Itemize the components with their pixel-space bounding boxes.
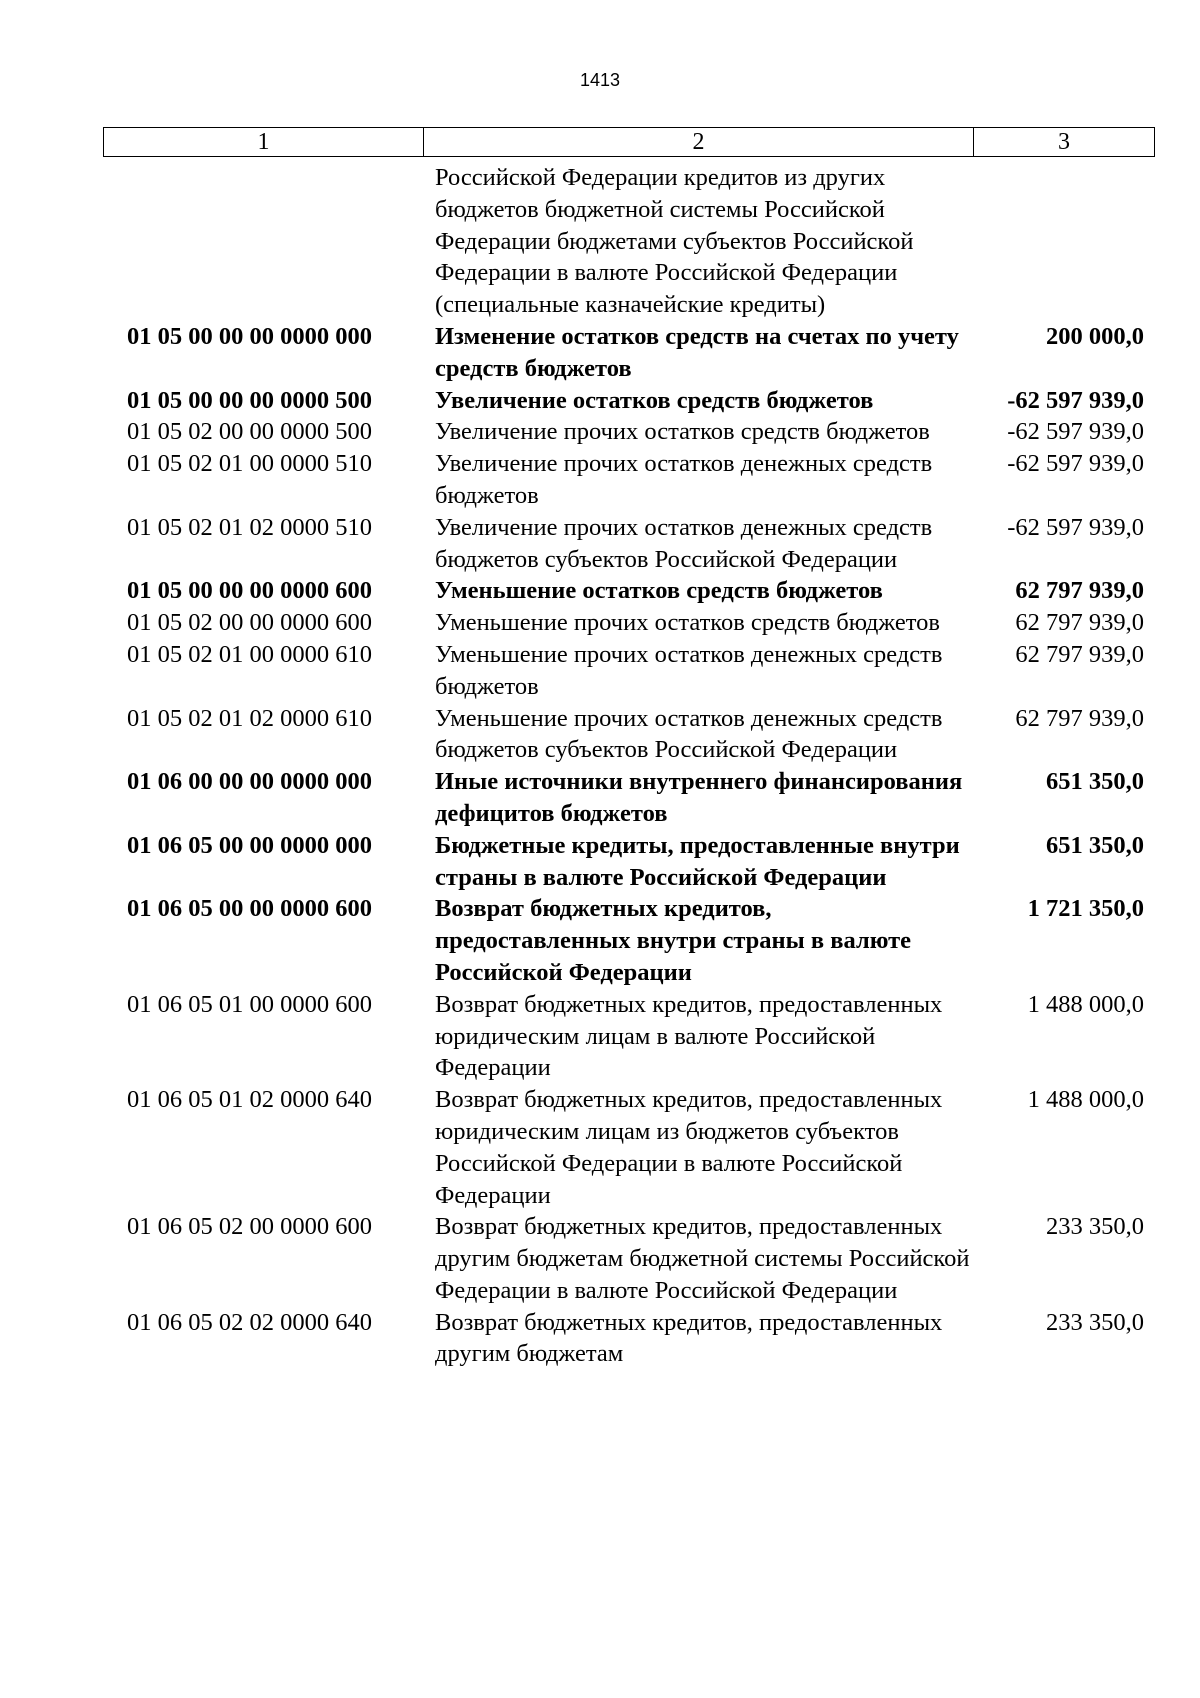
page-number: 1413 — [579, 70, 621, 90]
table-body — [103, 162, 1154, 1370]
table-header — [103, 127, 1155, 157]
row-amount-cell: 1 488 000,0 — [1027, 990, 1144, 1018]
row-name-cell: Возврат бюджетных кредитов, предоставленных другим бюджетам — [435, 1308, 943, 1368]
row-name-cell: Возврат бюджетных кредитов, предоставленных юридическим лицам из бюджетов субъектов Российской Федерации в валюте Российской Федерации — [435, 1086, 943, 1209]
row-amount-cell: -62 597 939,0 — [1007, 513, 1144, 541]
row-amount-cell: 62 797 939,0 — [1015, 704, 1144, 732]
row-amount-cell: 1 721 350,0 — [1027, 895, 1144, 923]
table-row — [103, 575, 1154, 607]
row-amount-cell: 651 350,0 — [1046, 768, 1144, 796]
table-row — [103, 1307, 1154, 1371]
row-code-cell: 01 06 05 00 00 0000 600 — [127, 895, 372, 923]
column-header-code: 1 — [104, 128, 424, 157]
row-amount-cell: -62 597 939,0 — [1007, 450, 1144, 478]
row-name-cell: Возврат бюджетных кредитов, предоставленных другим бюджетам бюджетной системы Российской Федерации в валюте Российской Федерации — [435, 1213, 970, 1304]
column-header-amount: 3 — [974, 128, 1155, 157]
row-amount-cell: 651 350,0 — [1046, 831, 1144, 859]
table-row — [103, 766, 1154, 830]
table-row — [103, 703, 1154, 767]
row-code-cell: 01 06 05 01 02 0000 640 — [127, 1086, 372, 1114]
row-name-cell: Увеличение остатков средств бюджетов — [435, 386, 874, 414]
row-code-cell: 01 05 00 00 00 0000 000 — [127, 322, 372, 350]
row-name-cell: Бюджетные кредиты, предоставленные внутри страны в валюте Российской Федерации — [435, 831, 960, 891]
row-name-cell: Увеличение прочих остатков денежных средств бюджетов субъектов Российской Федерации — [435, 513, 933, 573]
row-amount-cell: 1 488 000,0 — [1027, 1086, 1144, 1114]
row-code-cell: 01 05 02 01 02 0000 610 — [127, 704, 372, 732]
row-code-cell: 01 05 02 01 00 0000 510 — [127, 450, 372, 478]
row-code-cell: 01 05 02 00 00 0000 500 — [127, 418, 372, 446]
column-header-name: 2 — [424, 128, 974, 157]
row-name-cell: Увеличение прочих остатков средств бюджетов — [435, 418, 930, 446]
row-amount-cell: 233 350,0 — [1046, 1308, 1144, 1336]
row-name-cell: Уменьшение прочих остатков денежных средств бюджетов — [435, 640, 943, 700]
row-name-cell: Уменьшение остатков средств бюджетов — [435, 577, 883, 605]
row-code-cell: 01 06 05 01 00 0000 600 — [127, 990, 372, 1018]
table-row — [103, 1084, 1154, 1211]
table-row — [103, 639, 1154, 703]
row-name-cell: Уменьшение прочих остатков средств бюджетов — [435, 609, 940, 637]
row-amount-cell: -62 597 939,0 — [1007, 386, 1144, 414]
row-amount-cell: -62 597 939,0 — [1007, 418, 1144, 446]
table-row — [103, 321, 1154, 385]
row-name-cell: Уменьшение прочих остатков денежных средств бюджетов субъектов Российской Федерации — [435, 704, 943, 764]
row-code-cell: 01 06 00 00 00 0000 000 — [127, 768, 372, 796]
row-amount-cell: 200 000,0 — [1046, 322, 1144, 350]
row-code-cell — [103, 162, 423, 321]
row-amount-cell: 62 797 939,0 — [1015, 577, 1144, 605]
row-code-cell: 01 05 00 00 00 0000 600 — [127, 577, 372, 605]
table-row — [103, 989, 1154, 1084]
row-code-cell: 01 05 02 00 00 0000 600 — [127, 609, 372, 637]
table-row — [103, 385, 1154, 417]
row-name-cell: Возврат бюджетных кредитов, предоставленных юридическим лицам в валюте Российской Федерации — [435, 990, 943, 1082]
row-code-cell: 01 06 05 02 02 0000 640 — [127, 1308, 372, 1336]
table-row — [103, 830, 1154, 894]
table-row — [103, 162, 1154, 321]
budget-sources-table — [103, 162, 1154, 1370]
row-code-cell: 01 05 02 01 02 0000 510 — [127, 513, 372, 541]
row-code-cell: 01 05 00 00 00 0000 500 — [127, 386, 372, 414]
table-row — [103, 893, 1154, 988]
row-name-cell: Возврат бюджетных кредитов, предоставленных внутри страны в валюте Российской Федерации — [435, 895, 912, 986]
table-row — [103, 416, 1154, 448]
row-code-cell: 01 06 05 02 00 0000 600 — [127, 1213, 372, 1241]
row-amount-cell — [973, 162, 1154, 321]
row-amount-cell: 233 350,0 — [1046, 1213, 1144, 1241]
table-row — [103, 448, 1154, 512]
row-amount-cell: 62 797 939,0 — [1015, 609, 1144, 637]
row-name-cell: Российской Федерации кредитов из других бюджетов бюджетной системы Российской Федерации бюджетами субъектов Российской Федерации в валюте Российской Федерации (специальные казначейские кредиты) — [435, 164, 914, 319]
table-row — [103, 607, 1154, 639]
table-row — [103, 512, 1154, 576]
table-row — [103, 1211, 1154, 1306]
row-code-cell: 01 05 02 01 00 0000 610 — [127, 640, 372, 668]
row-amount-cell: 62 797 939,0 — [1015, 640, 1144, 668]
row-name-cell: Увеличение прочих остатков денежных средств бюджетов — [435, 450, 933, 509]
row-name-cell: Иные источники внутреннего финансирования дефицитов бюджетов — [435, 768, 963, 827]
row-name-cell: Изменение остатков средств на счетах по учету средств бюджетов — [435, 322, 959, 382]
row-code-cell: 01 06 05 00 00 0000 000 — [127, 831, 372, 859]
